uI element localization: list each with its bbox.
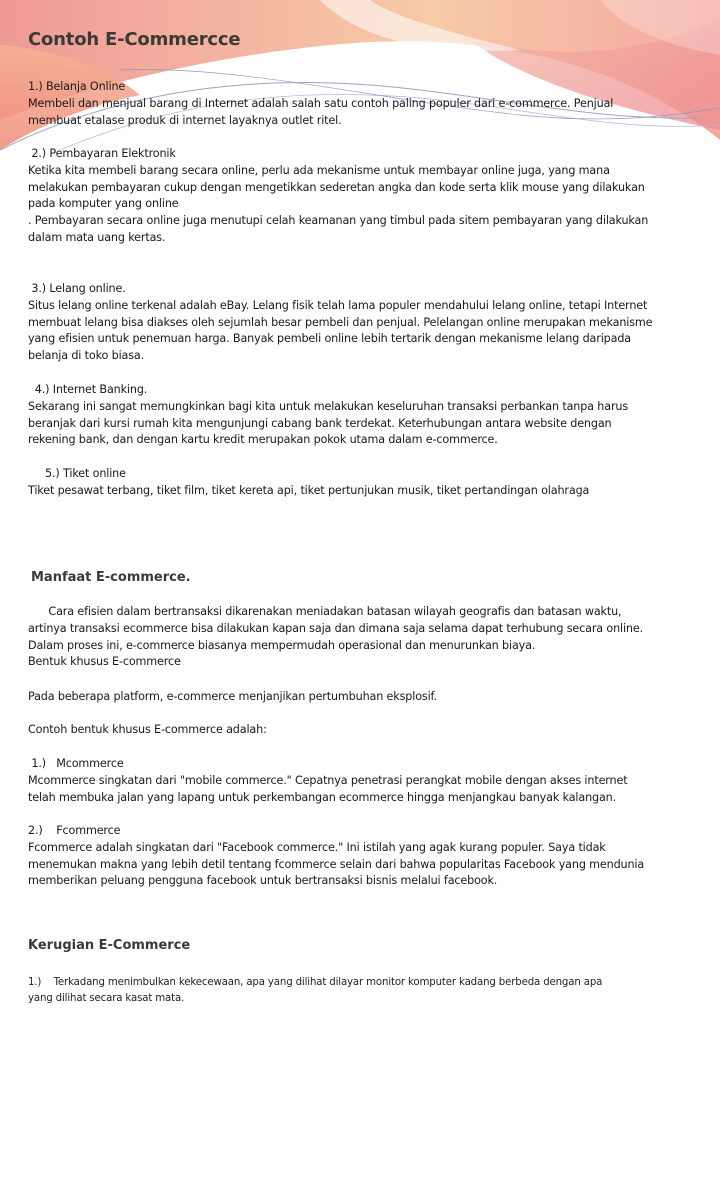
text-line: Pada beberapa platform, e-commerce menjanjikan pertumbuhan eksplosif. xyxy=(28,690,437,703)
text-line: pada komputer yang online xyxy=(28,197,179,211)
text-line: 1.) Belanja Online xyxy=(28,80,126,93)
contoh-bentuk-line xyxy=(28,722,692,739)
text-line: 3.) Lelang online. xyxy=(28,282,126,295)
heading-manfaat: Manfaat E-commerce. xyxy=(31,570,191,585)
section-tiket-online xyxy=(28,466,692,500)
text-line: dalam mata uang kertas. xyxy=(28,230,166,244)
text-line: beranjak dari kursi rumah kita mengunjungi cabang bank terdekat. Keterhubungan antara website dengan xyxy=(28,416,612,430)
section-lelang-online xyxy=(28,281,692,365)
text-line: rekening bank, dan dengan kartu kredit merupakan pokok utama dalam e-commerce. xyxy=(28,433,498,447)
text-line: 5.) Tiket online xyxy=(28,467,126,480)
text-line: Membeli dan menjual barang di Internet adalah salah satu contoh paling populer dari e-commerce. Penjual xyxy=(28,96,614,110)
fcommerce-item xyxy=(28,823,692,890)
text-line: telah membuka jalan yang lapang untuk perkembangan ecommerce hingga menjangkau banyak kalangan. xyxy=(28,790,617,804)
text-line: melakukan pembayaran cukup dengan mengetikkan sederetan angka dan kode serta klik mouse yang dilakukan xyxy=(28,180,645,194)
manfaat-paragraph xyxy=(28,604,692,671)
text-line: . Pembayaran secara online juga menutupi celah keamanan yang timbul pada sitem pembayaran yang dilakukan xyxy=(28,214,649,228)
text-line: 2.) Pembayaran Elektronik xyxy=(28,147,176,160)
text-line: membuat lelang bisa diakses oleh sejumlah besar pembeli dan penjual. Pelelangan online merupakan mekanisme xyxy=(28,315,653,329)
text-line: Fcommerce adalah singkatan dari "Facebook commerce." Ini istilah yang agak kurang populer. Saya tidak xyxy=(28,840,606,854)
heading-kerugian: Kerugian E-Commerce xyxy=(28,938,191,953)
text-line: artinya transaksi ecommerce bisa dilakukan kapan saja dan dimana saja selama dapat terhubung secara online. xyxy=(28,621,644,635)
section-belanja-online xyxy=(28,79,692,129)
text-line: 1.) Mcommerce xyxy=(28,757,124,770)
text-line: memberikan peluang pengguna facebook untuk bertransaksi bisnis melalui facebook. xyxy=(28,874,498,888)
text-line: Sekarang ini sangat memungkinkan bagi kita untuk melakukan keseluruhan transaksi perbankan tanpa harus xyxy=(28,399,629,413)
section-pembayaran-elektronik xyxy=(28,146,692,247)
text-line: Contoh bentuk khusus E-commerce adalah: xyxy=(28,723,267,736)
mcommerce-item xyxy=(28,756,692,806)
text-line: yang dilihat secara kasat mata. xyxy=(28,992,185,1004)
text-line: belanja di toko biasa. xyxy=(28,349,145,363)
text-line: Ketika kita membeli barang secara online, perlu ada mekanisme untuk membayar online juga, yang mana xyxy=(28,163,610,177)
section-internet-banking xyxy=(28,382,692,449)
text-line: Tiket pesawat terbang, tiket film, tiket kereta api, tiket pertunjukan musik, tiket pertandingan olahraga xyxy=(28,483,590,497)
text-line: Cara efisien dalam bertransaksi dikarenakan meniadakan batasan wilayah geografis dan batasan waktu, xyxy=(28,605,622,618)
text-line: Mcommerce singkatan dari "mobile commerce." Cepatnya penetrasi perangkat mobile dengan akses internet xyxy=(28,773,628,787)
kerugian-item xyxy=(28,975,692,1006)
text-line: Bentuk khusus E-commerce xyxy=(28,655,181,669)
manfaat-platform-line xyxy=(28,689,692,706)
page-title: Contoh E-Commercce xyxy=(28,29,241,50)
text-line: membuat etalase produk di internet layaknya outlet ritel. xyxy=(28,113,342,127)
text-line: menemukan makna yang lebih detil tentang fcommerce selain dari bahwa popularitas Facebook yang mendunia xyxy=(28,857,645,871)
text-line: 4.) Internet Banking. xyxy=(28,383,148,396)
text-line: yang efisien untuk penemuan harga. Banyak pembeli online lebih tertarik dengan mekanisme lelang daripada xyxy=(28,332,631,346)
text-line: Situs lelang online terkenal adalah eBay. Lelang fisik telah lama populer mendahului lelang online, tetapi Internet xyxy=(28,298,648,312)
text-line: Dalam proses ini, e-commerce biasanya mempermudah operasional dan menurunkan biaya. xyxy=(28,638,536,652)
text-line: 2.) Fcommerce xyxy=(28,824,121,837)
text-line: 1.) Terkadang menimbulkan kekecewaan, apa yang dilihat dilayar monitor komputer kadang berbeda dengan apa xyxy=(28,977,603,988)
